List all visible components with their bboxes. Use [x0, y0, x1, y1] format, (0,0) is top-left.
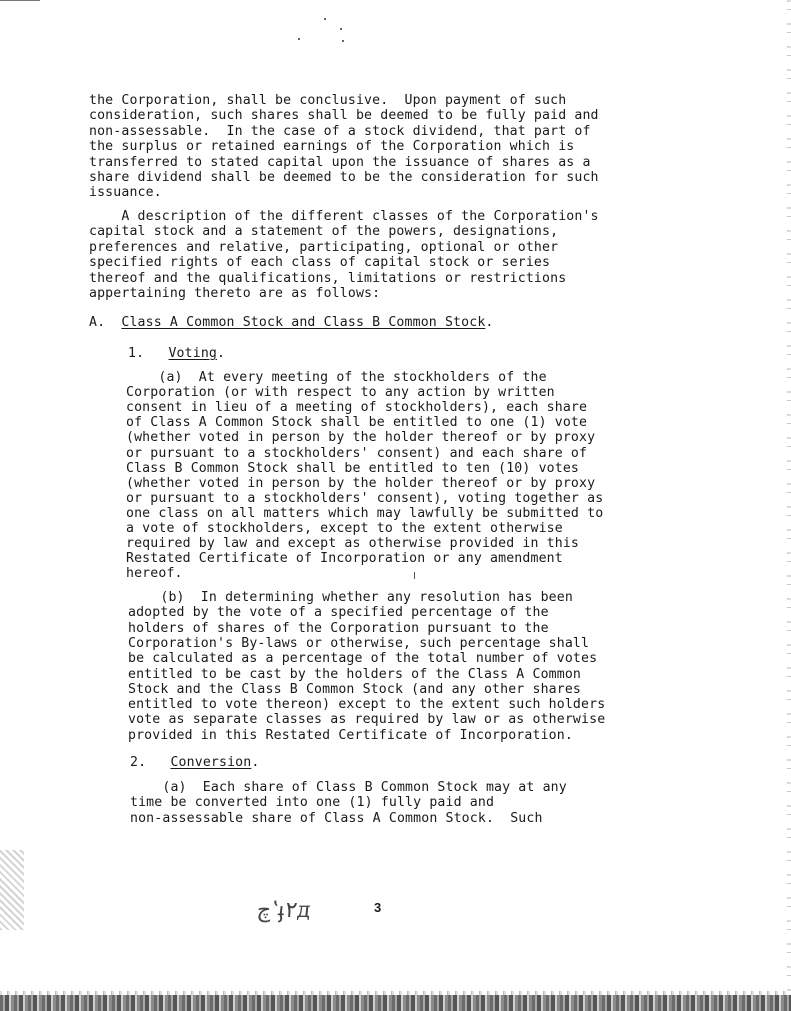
text-line: (b) In determining whether any resolution has been [128, 590, 573, 605]
section-a-heading [89, 315, 494, 330]
text-line: Stock and the Class B Common Stock (and any other shares [128, 681, 582, 697]
text-line: Corporation's By-laws or otherwise, such percentage shall [128, 635, 590, 651]
text-line: Restated Certificate of Incorporation or any amendment [126, 551, 563, 567]
scan-artifact [0, 0, 40, 1]
text-line: (whether voted in person by the holder thereof or by proxy [126, 475, 596, 491]
text-line: Class B Common Stock shall be entitled to ten (10) votes [126, 460, 580, 476]
text-line: or pursuant to a stockholders' consent), voting together as [126, 490, 604, 506]
text-line: time be converted into one (1) fully paid and [130, 795, 495, 811]
text-line: appertaining thereto are as follows: [89, 286, 381, 301]
section-a-period: . [485, 315, 494, 330]
text-line: capital stock and a statement of the powers, designations, [89, 224, 559, 240]
section-1-period: . [217, 346, 226, 361]
text-line: Corporation (or with respect to any action by written [126, 385, 555, 401]
text-line: (a) Each share of Class B Common Stock may at any [130, 780, 567, 795]
text-line: thereof and the qualifications, limitations or restrictions [89, 270, 567, 286]
text-line: the surplus or retained earnings of the Corporation which is [89, 139, 575, 155]
section-1-heading [128, 346, 225, 361]
scan-edge-left [0, 850, 24, 930]
text-line: entitled to vote thereon) except to the extent such holders [128, 697, 606, 713]
text-line: holders of shares of the Corporation pursuant to the [128, 620, 549, 636]
text-line: specified rights of each class of capital stock or series [89, 255, 551, 271]
scan-edge-right [787, 0, 791, 1011]
section-1-label: 1. [128, 346, 145, 361]
text-line: the Corporation, shall be conclusive. Upon payment of such [89, 93, 567, 108]
text-line: issuance. [89, 185, 162, 201]
text-line: of Class A Common Stock shall be entitled to one (1) vote [126, 415, 588, 431]
text-line: consent in lieu of a meeting of stockholders), each share [126, 400, 588, 416]
text-line: vote as separate classes as required by law or as otherwise [128, 712, 606, 728]
text-line: one class on all matters which may lawfully be submitted to [126, 505, 604, 521]
text-line: entitled to be cast by the holders of the Class A Common [128, 666, 582, 682]
text-line: a vote of stockholders, except to the extent otherwise [126, 521, 563, 536]
text-line: (whether voted in person by the holder thereof or by proxy [126, 430, 596, 446]
text-line: A description of the different classes of the Corporation's [89, 209, 599, 224]
scan-specks [296, 18, 356, 46]
section-2-title: Conversion [170, 755, 252, 770]
text-line: non-assessable share of Class A Common Stock. Such [130, 810, 543, 826]
text-line: non-assessable. In the case of a stock dividend, that part of [89, 123, 591, 139]
text-line: consideration, such shares shall be deemed to be fully paid and [89, 108, 599, 124]
page-number: 3 [374, 900, 382, 915]
section-2-heading [130, 755, 259, 770]
text-line: provided in this Restated Certificate of Incorporation. [128, 727, 573, 743]
text-line: (a) At every meeting of the stockholders of the [126, 370, 547, 385]
text-line: share dividend shall be deemed to be the consideration for such [89, 170, 599, 185]
text-line: hereof. [126, 566, 183, 582]
scan-edge-bottom [0, 995, 791, 1011]
section-2-period: . [251, 755, 260, 770]
section-a-title: Class A Common Stock and Class B Common Stock [121, 315, 486, 330]
section-a-label: A. [89, 315, 106, 330]
text-line: be calculated as a percentage of the total number of votes [128, 651, 598, 667]
section-2-label: 2. [130, 755, 147, 770]
scan-mark [414, 572, 415, 579]
text-line: transferred to stated capital upon the issuance of shares as a [89, 154, 591, 170]
text-line: preferences and relative, participating, optional or other [89, 239, 559, 255]
section-1-title: Voting [168, 346, 218, 361]
handwritten-stamp: چʽֈ٢д [255, 898, 313, 923]
text-line: adopted by the vote of a specified percentage of the [128, 605, 549, 621]
text-line: or pursuant to a stockholders' consent) and each share of [126, 445, 588, 461]
text-line: required by law and except as otherwise provided in this [126, 536, 580, 552]
